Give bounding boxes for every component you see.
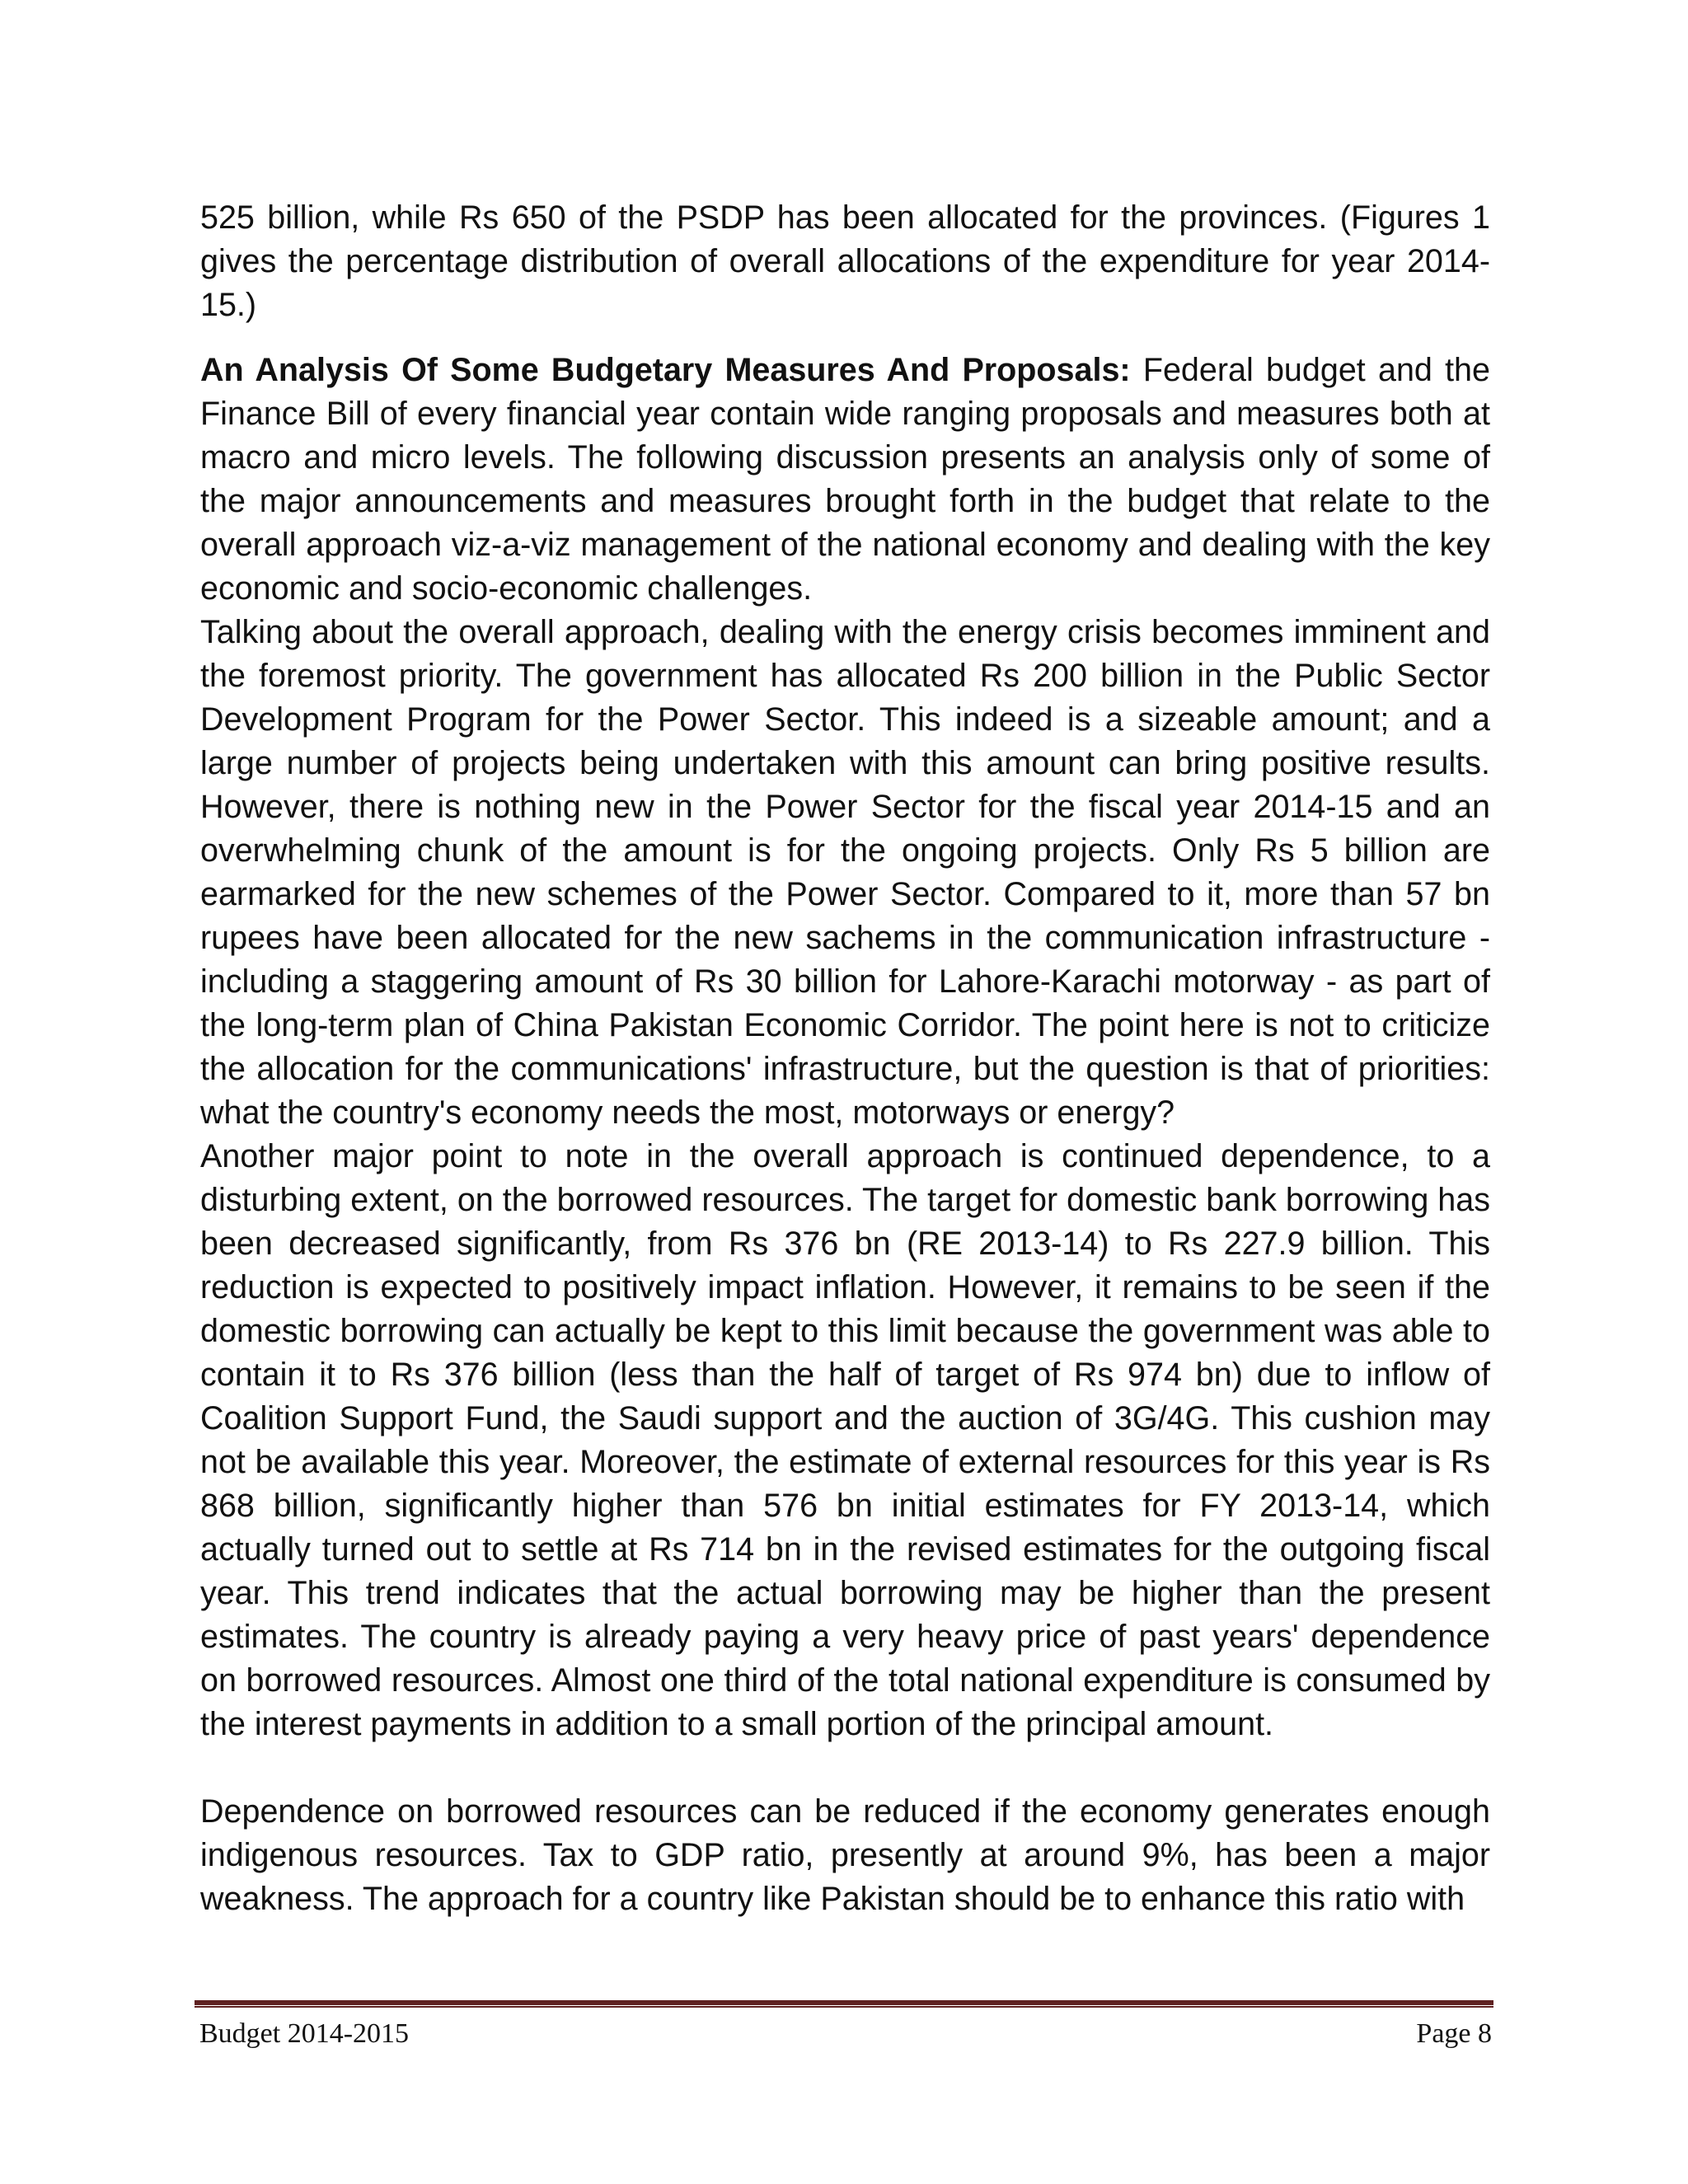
paragraph-text: Federal budget and the Finance Bill of every financial year contain wide ranging proposals and measures both at macro and micro levels. The following discussion presents an analysis only of some of the major announcements and measures brought forth in the budget that relate to the overall approach viz-a-viz management of the national economy and dealing with the key economic and socio-economic challenges.: [200, 352, 1490, 607]
paragraph-borrowed-resources: [200, 1135, 1490, 1746]
section-heading: An Analysis Of Some Budgetary Measures And Proposals:: [200, 352, 1131, 388]
footer-divider: [195, 2000, 1493, 2008]
paragraph-psdp-allocation: [200, 196, 1490, 327]
document-body: [200, 196, 1490, 1921]
paragraph-text: Talking about the overall approach, dealing with the energy crisis becomes imminent and the foremost priority. The government has allocated Rs 200 billion in the Public Sector Development Program for the Power Sector. This indeed is a sizeable amount; and a large number of projects being undertaken with this amount can bring positive results. However, there is nothing new in the Power Sector for the fiscal year 2014-15 and an overwhelming chunk of the amount is for the ongoing projects. Only Rs 5 billion are earmarked for the new schemes of the Power Sector. Compared to it, more than 57 bn rupees have been allocated for the new sachems in the communication infrastructure - including a staggering amount of Rs 30 billion for Lahore-Karachi motorway - as part of the long-term plan of China Pakistan Economic Corridor. The point here is not to criticize the allocation for the communications' infrastructure, but the question is that of priorities: what the country's economy needs the most, motorways or energy?: [200, 614, 1490, 1131]
paragraph-text: 525 billion, while Rs 650 of the PSDP has been allocated for the provinces. (Figures 1 gives the percentage distribution of overall allocations of the expenditure for year 2014-15.): [200, 199, 1490, 323]
paragraph-text: Another major point to note in the overall approach is continued dependence, to a disturbing extent, on the borrowed resources. The target for domestic bank borrowing has been decreased significantly, from Rs 376 bn (RE 2013-14) to Rs 227.9 billion. This reduction is expected to positively impact inflation. However, it remains to be seen if the domestic borrowing can actually be kept to this limit because the government was able to contain it to Rs 376 billion (less than the half of target of Rs 974 bn) due to inflow of Coalition Support Fund, the Saudi support and the auction of 3G/4G. This cushion may not be available this year. Moreover, the estimate of external resources for this year is Rs 868 billion, significantly higher than 576 bn initial estimates for FY 2013-14, which actually turned out to settle at Rs 714 bn in the revised estimates for the outgoing fiscal year. This trend indicates that the actual borrowing may be higher than the present estimates. The country is already paying a very heavy price of past years' dependence on borrowed resources. Almost one third of the total national expenditure is consumed by the interest payments in addition to a small portion of the principal amount.: [200, 1138, 1490, 1742]
footer-page-number: Page 8: [1416, 2018, 1492, 2049]
paragraph-indigenous-resources: [200, 1790, 1490, 1921]
paragraph-energy-crisis: [200, 611, 1490, 1135]
paragraph-budget-analysis: [200, 349, 1490, 611]
footer-document-title: Budget 2014-2015: [199, 2018, 410, 2049]
paragraph-text: Dependence on borrowed resources can be reduced if the economy generates enough indigenous resources. Tax to GDP ratio, presently at around 9%, has been a major weakness. The approach for a country like Pakistan should be to enhance this ratio with: [200, 1793, 1490, 1917]
